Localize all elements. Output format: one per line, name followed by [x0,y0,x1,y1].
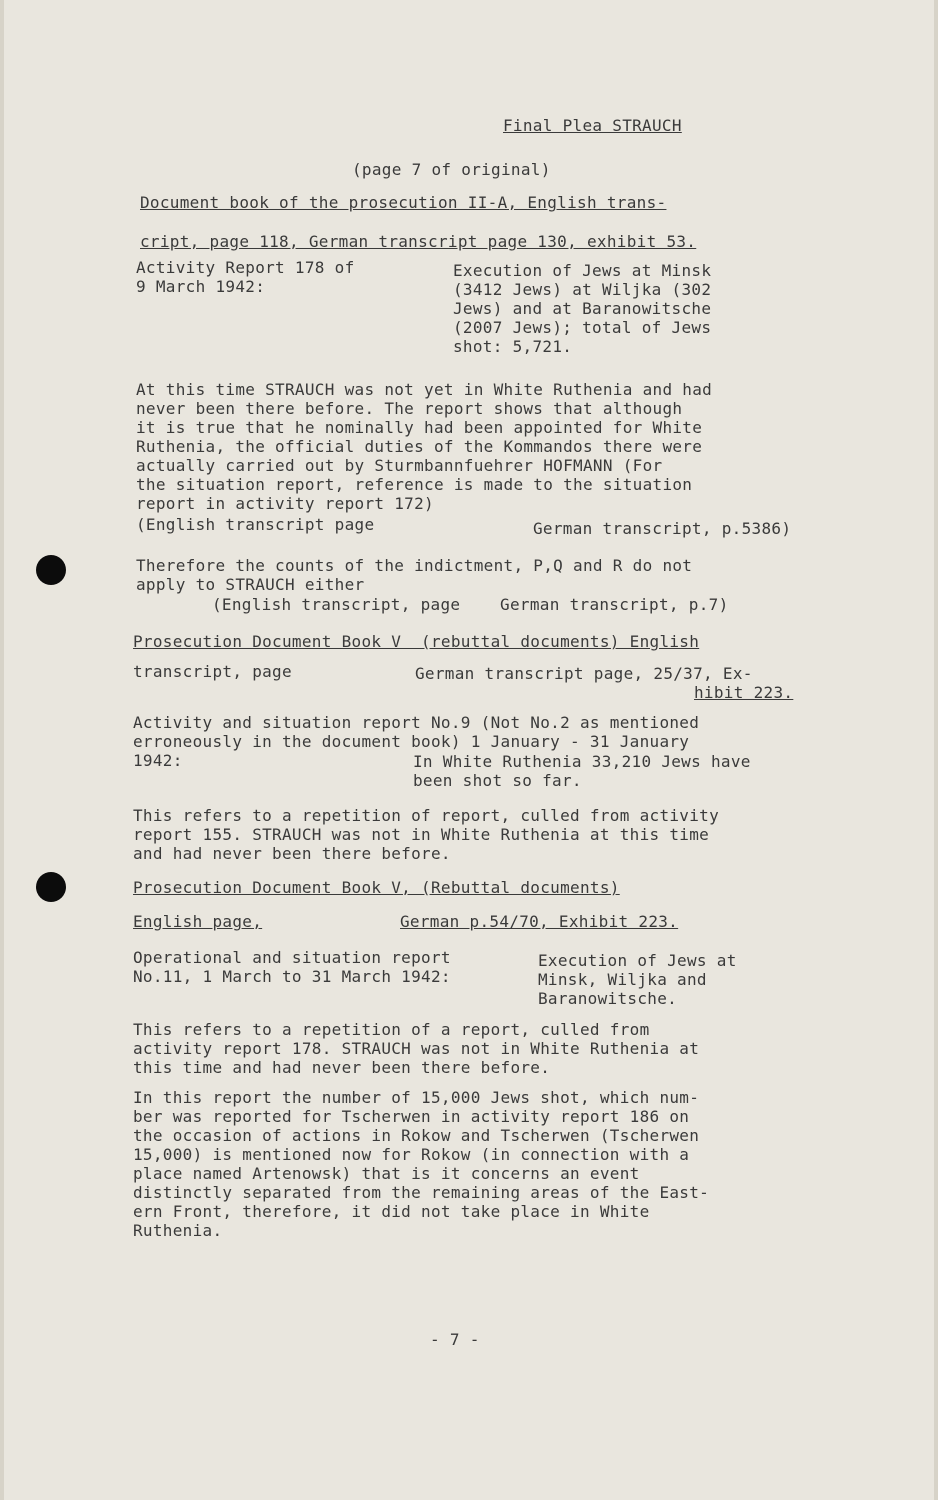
source-reference-1-line-1: Document book of the prosecution II-A, English trans- [140,193,667,212]
paragraph-1-german-ref: German transcript, p.5386) [533,519,792,538]
source-reference-2-line-2-left: transcript, page [133,662,292,681]
entry-3-summary: Execution of Jews at Minsk, Wiljka and Baranowitsche. [538,951,737,1008]
paragraph-1-english-ref: (English transcript page [136,515,375,534]
document-title: Final Plea STRAUCH [503,116,682,135]
punch-hole-lower [36,872,66,902]
page-edge-left [0,0,4,1500]
page-edge-right [934,0,938,1500]
paragraph-2: Therefore the counts of the indictment, P,Q and R do not apply to STRAUCH either [136,556,693,594]
entry-1-summary: Execution of Jews at Minsk (3412 Jews) at Wiljka (302 Jews) and at Baranowitsche (2007 Jews); total of Jews shot: 5,721. [453,261,712,356]
entry-2-summary: In White Ruthenia 33,210 Jews have been shot so far. [413,752,751,790]
source-reference-3-line-2-left: English page, [133,912,263,931]
source-reference-2-line-3: hibit 223. [694,683,794,702]
source-reference-3-line-2-right: German p.54/70, Exhibit 223. [400,912,679,931]
paragraph-3: This refers to a repetition of report, culled from activity report 155. STRAUCH was not in White Ruthenia at this time and had never been there before. [133,806,720,863]
source-reference-3-line-1: Prosecution Document Book V, (Rebuttal documents) [133,878,620,897]
paragraph-5: In this report the number of 15,000 Jews shot, which num- ber was reported for Tscherwen in activity report 186 on the occasion of actions in Rokow and Tscherwen (Tscherwen 15,000) is mentioned now for Rokow (in connection with a place named Artenowsk) that is it concerns an event distinctly separated from the remaining areas of the East- ern Front, therefore, it did not take place in White Ruthenia. [133,1088,710,1240]
punch-hole-upper [36,555,66,585]
source-reference-2-line-2-right: German transcript page, 25/37, Ex- [415,664,753,683]
original-page-reference: (page 7 of original) [352,160,551,179]
paragraph-4: This refers to a repetition of a report, culled from activity report 178. STRAUCH was not in White Ruthenia at this time and had never been there before. [133,1020,700,1077]
source-reference-1-line-2: cript, page 118, German transcript page 130, exhibit 53. [140,232,697,251]
paragraph-1: At this time STRAUCH was not yet in White Ruthenia and had never been there before. The report shows that although it is true that he nominally had been appointed for White Ruthenia, the official duties of the Kommandos there were actually carried out by Sturmbannfuehrer HOFMANN (For the situation report, reference is made to the situation report in activity report 172) [136,380,713,513]
entry-2-text: Activity and situation report No.9 (Not No.2 as mentioned erroneously in the document book) 1 January - 31 January 1942: [133,713,700,770]
entry-1-label: Activity Report 178 of 9 March 1942: [136,258,355,296]
page-number: - 7 - [430,1330,480,1349]
source-reference-2-line-1: Prosecution Document Book V (rebuttal documents) English [133,632,700,651]
entry-3-label: Operational and situation report No.11, 1 March to 31 March 1942: [133,948,451,986]
paragraph-2-ref: (English transcript, page German transcript, p.7) [212,595,729,614]
